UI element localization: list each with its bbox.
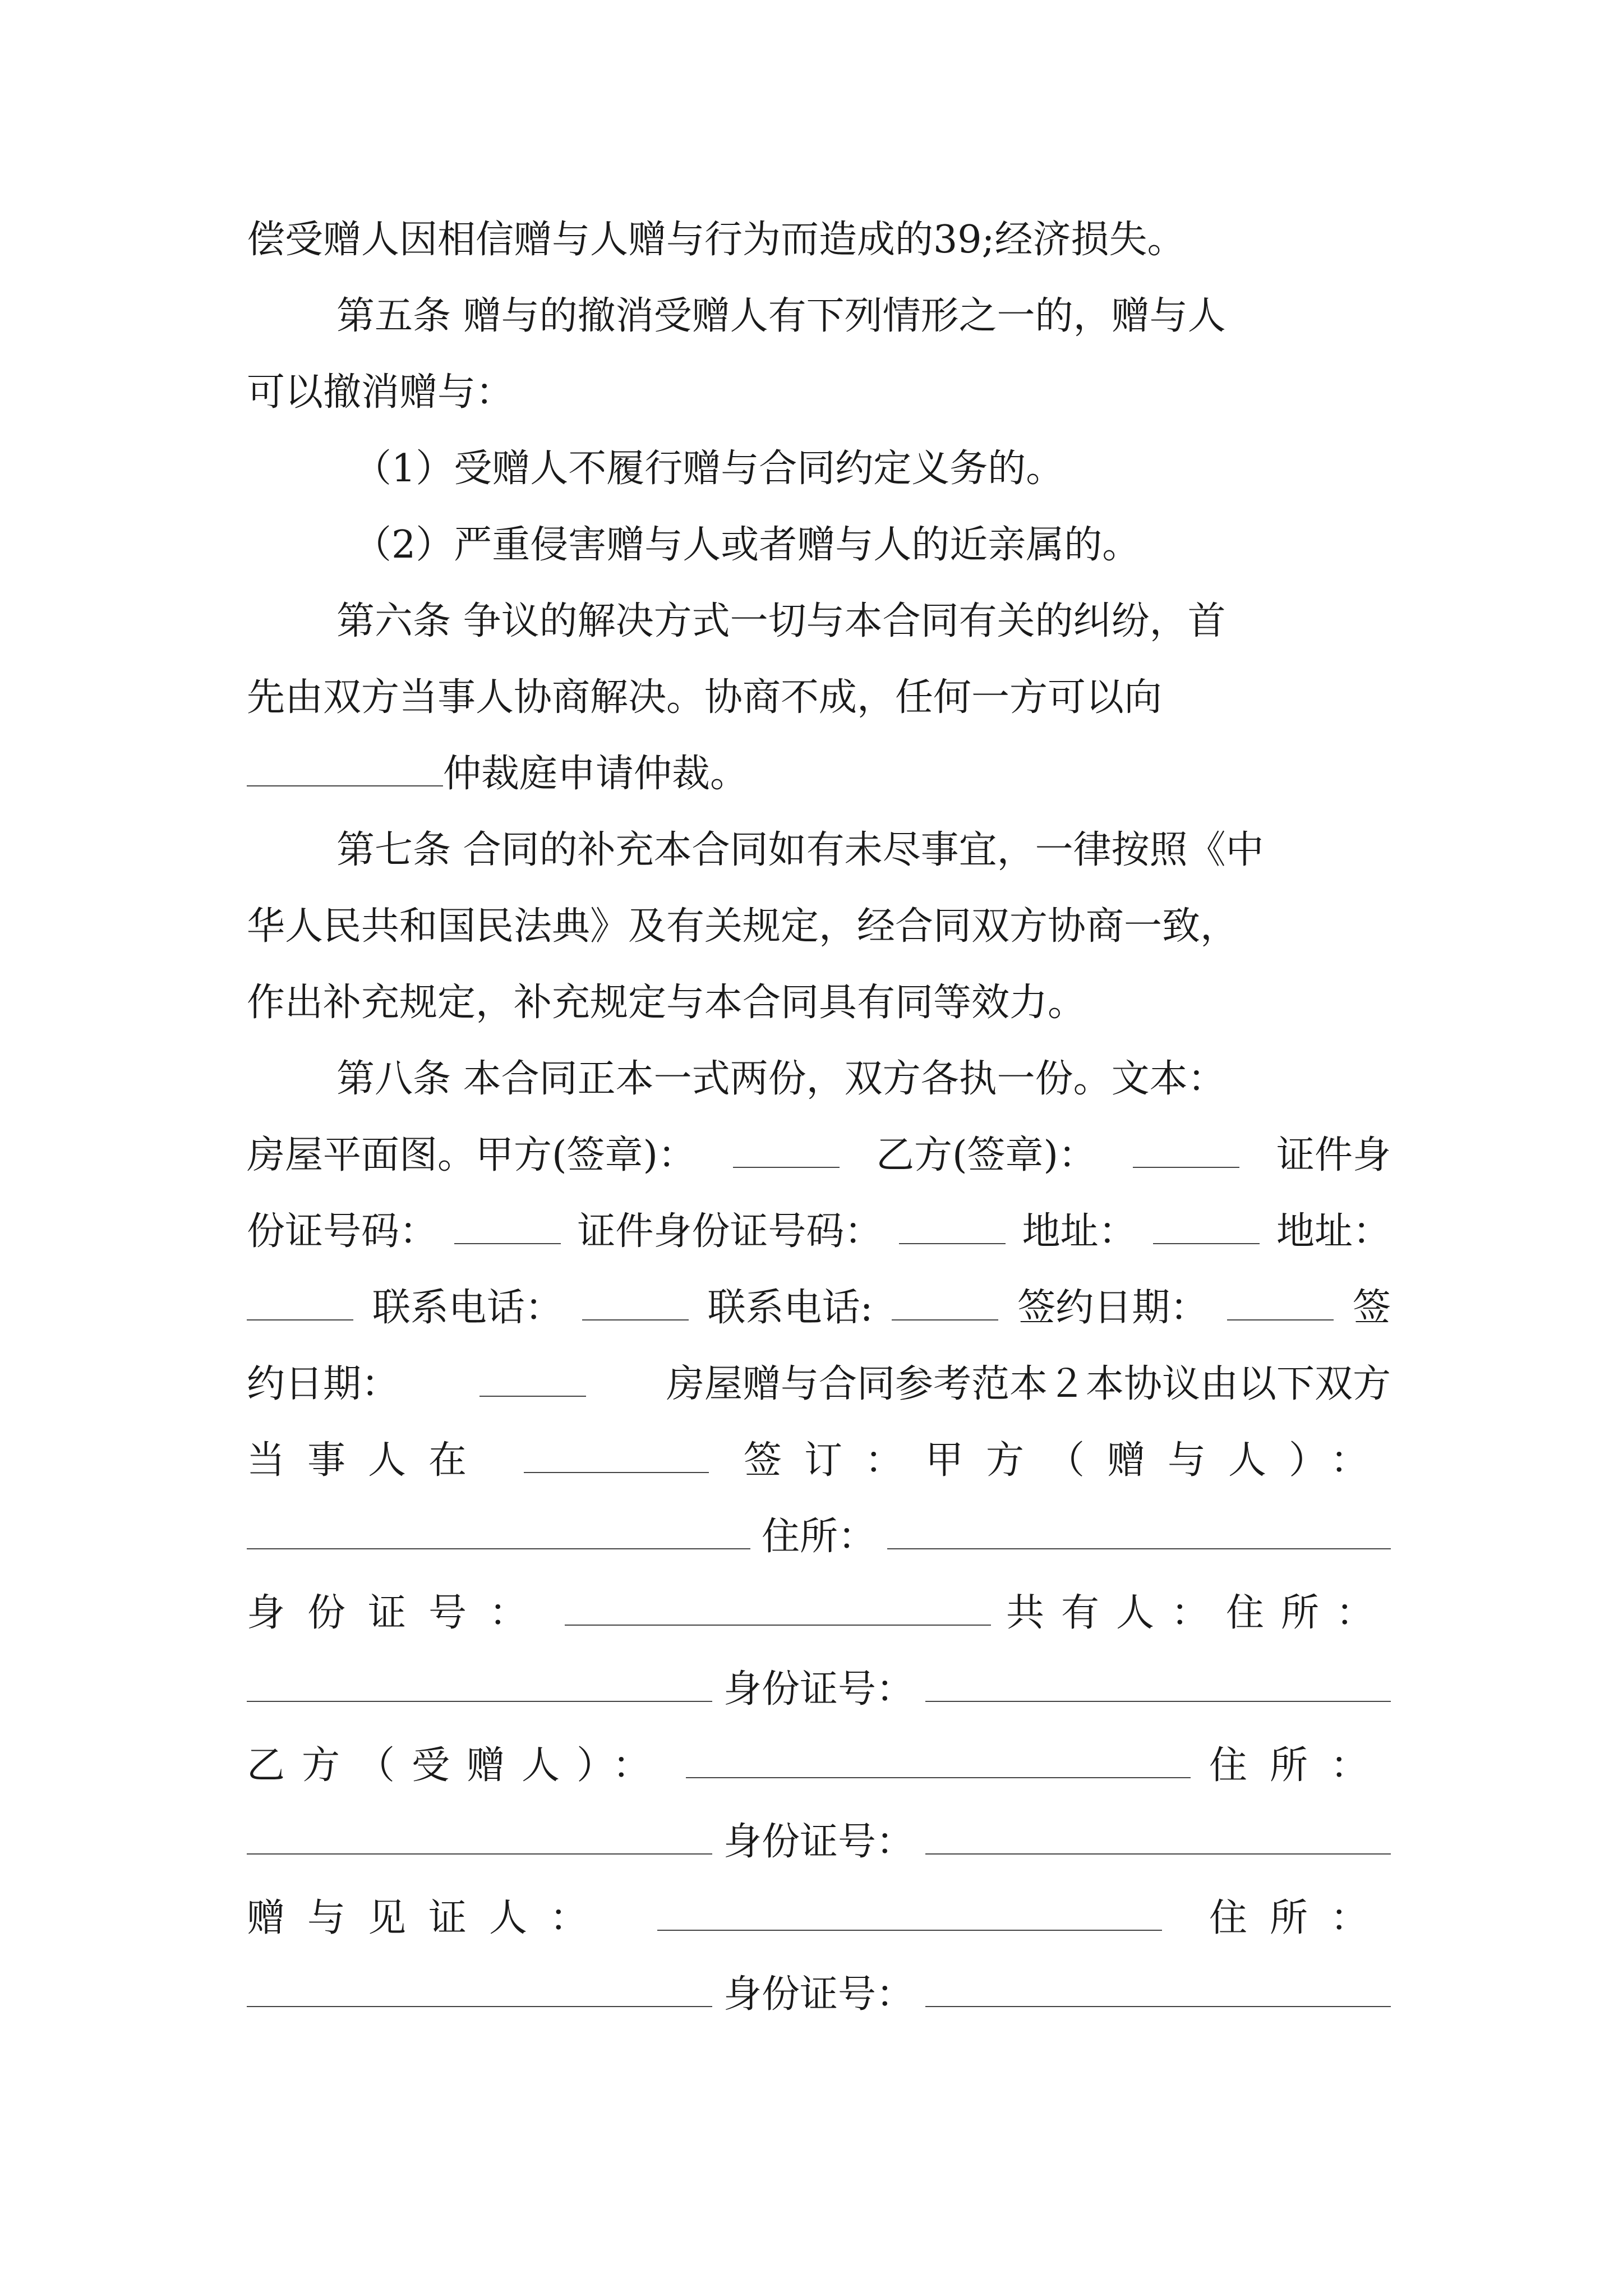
blank-field [925,1667,1391,1702]
blank-field [899,1209,1006,1244]
blank-field [247,752,443,786]
signature-line [247,1880,1391,1957]
blank-field [454,1209,561,1244]
paragraph-line [247,736,1391,812]
article-5-heading: 第五条 赠与的撤消受赠人有下列情形之一的，赠与人 [336,294,1226,338]
text-segment: 身份证号： [247,1591,550,1635]
list-item: （1）受赠人不履行赠与合同约定义务的。 [353,447,1064,491]
text-segment: 证件身份证号码： [577,1209,883,1254]
blank-field [686,1743,1191,1778]
list-item: （2）严重侵害赠与人或者赠与人的近亲属的。 [353,523,1141,567]
blank-field [733,1133,840,1168]
signature-line [247,1270,1391,1346]
paragraph-line: 先由双方当事人协商解决。协商不成，任何一方可以向 [247,675,1163,720]
text-segment: 签约日期： [1017,1286,1209,1330]
text-segment: 房屋平面图。甲方(签章)： [247,1133,697,1177]
signature-line [247,1423,1391,1499]
text-segment: 住所： [762,1515,877,1559]
text-segment: 共有人：住所： [1006,1591,1391,1635]
text-segment: 乙方（受赠人）： [247,1743,668,1788]
text-segment: 身份证号： [723,1972,915,2017]
text-segment: 房屋赠与合同参考范本２本协议由以下双方 [666,1362,1391,1406]
blank-field [565,1591,991,1626]
signature-line [247,1575,1391,1651]
paragraph-line: 可以撤消赠与： [247,370,514,415]
signature-line [247,1194,1391,1270]
blank-field [657,1896,1162,1931]
paragraph-line: 偿受赠人因相信赠与人赠与行为而造成的39;经济损失。 [247,218,1186,262]
blank-field [582,1286,689,1320]
text-segment: 住所： [1209,1896,1391,1940]
text-segment: 地址： [1276,1209,1391,1254]
text-segment: 签订：甲方（赠与人）： [743,1438,1391,1483]
blank-field [1227,1286,1334,1320]
text-segment: 当事人在 [247,1438,490,1483]
text-segment: 仲裁庭申请仲裁。 [443,752,749,796]
blank-field [1153,1209,1260,1244]
blank-field [247,1515,750,1549]
text-segment: 身份证号： [723,1667,915,1711]
blank-field [247,1972,712,2007]
text-segment: 地址： [1022,1209,1137,1254]
blank-field [247,1667,712,1702]
text-segment: 赠与见证人： [247,1896,611,1940]
text-segment: 签 [1352,1286,1391,1330]
text-segment: 联系电话: [707,1286,873,1330]
blank-field [247,1820,712,1855]
text-segment: 约日期： [247,1362,400,1406]
text-segment: 身份证号： [723,1820,915,1864]
signature-line [247,1728,1391,1804]
document-page [247,202,1391,2033]
article-8-heading: 第八条 本合同正本一式两份，双方各执一份。文本： [336,1057,1226,1101]
article-7-heading: 第七条 合同的补充本合同如有未尽事宜，一律按照《中 [336,828,1264,872]
text-segment: 份证号码： [247,1209,438,1254]
signature-line [247,1346,1391,1423]
signature-line [247,1651,1391,1728]
blank-field [1133,1133,1239,1168]
paragraph-line: 华人民共和国民法典》及有关规定，经合同双方协商一致， [247,904,1239,949]
blank-field [887,1515,1391,1549]
article-6-heading: 第六条 争议的解决方式一切与本合同有关的纠纷，首 [336,599,1226,643]
blank-field [247,1286,353,1320]
signature-line [247,1804,1391,1880]
blank-field [524,1438,709,1473]
blank-field [892,1286,998,1320]
signature-line [247,1117,1391,1194]
blank-field [925,1972,1391,2007]
text-segment: 乙方(签章)： [875,1133,1097,1177]
text-segment: 联系电话： [372,1286,563,1330]
signature-line [247,1499,1391,1575]
paragraph-line: 作出补充规定，补充规定与本合同具有同等效力。 [247,981,1086,1025]
blank-field [925,1820,1391,1855]
text-segment: 证件身 [1276,1133,1391,1177]
blank-field [479,1362,586,1397]
signature-line [247,1957,1391,2033]
text-segment: 住所： [1209,1743,1391,1788]
